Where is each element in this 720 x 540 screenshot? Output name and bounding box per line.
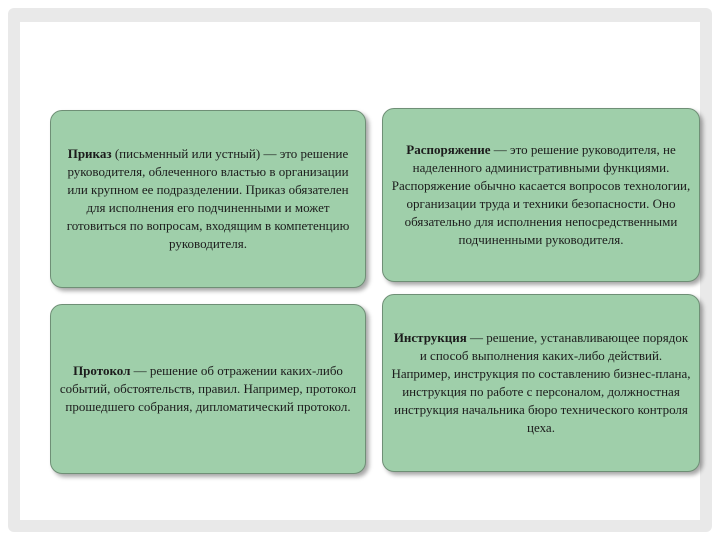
disposition-description: — это решение руководителя, не наделенного административными функциями. Распоряжение обычно касается вопросов технологии, организации труда и техники безопасности. Оно обязательно для исполнения непосредственными подчиненными руководителя. xyxy=(391,142,691,247)
slide xyxy=(20,22,700,520)
disposition-term: Распоряжение xyxy=(406,142,491,157)
protocol-definition-text xyxy=(59,362,357,416)
instruction-description: — решение, устанавливающее порядок и способ выполнения каких-либо действий. Например, инструкция по составлению бизнес-плана, инструкция по работе с персоналом, должностная инструкция начальника бюро технического контроля цеха. xyxy=(391,330,691,435)
slide-frame xyxy=(8,8,712,532)
protocol-term: Протокол xyxy=(73,363,131,378)
order-definition-box xyxy=(50,110,366,288)
order-description: (письменный или устный) — это решение руководителя, облеченного властью в организации или крупном ее подразделении. Приказ обязателен для исполнения его подчиненными и может готовиться по вопросам, входящим в компетенцию руководителя. xyxy=(66,146,350,251)
protocol-description: — решение об отражении каких-либо событий, обстоятельств, правил. Например, протокол прошедшего собрания, дипломатический протокол. xyxy=(59,363,357,414)
disposition-definition-text xyxy=(391,141,691,249)
order-definition-text xyxy=(59,145,357,253)
order-term: Приказ xyxy=(67,146,112,161)
protocol-definition-box xyxy=(50,304,366,474)
disposition-definition-box xyxy=(382,108,700,282)
instruction-term: Инструкция xyxy=(393,330,467,345)
instruction-definition-text xyxy=(391,329,691,437)
instruction-definition-box xyxy=(382,294,700,472)
